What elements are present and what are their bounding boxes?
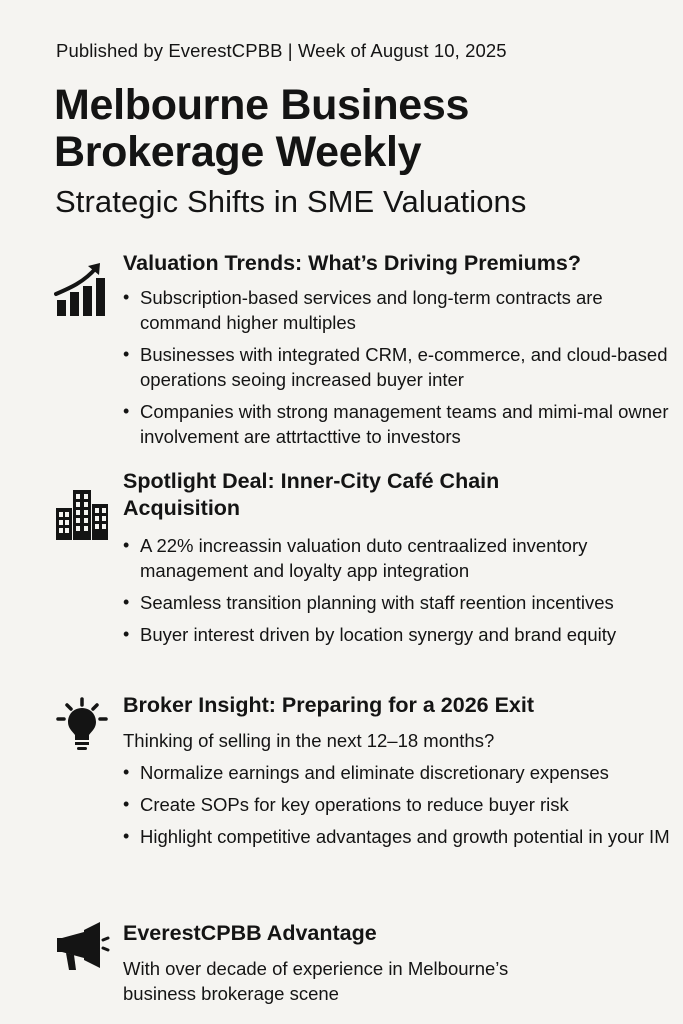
bullet-list [123, 533, 675, 654]
list-item: • Businesses with integrated CRM, e-commerce, and cloud-based operations seoing increased buyer inter [123, 342, 675, 392]
buildings-icon [54, 486, 110, 542]
section-heading: EverestCPBB Advantage [123, 921, 377, 945]
section-heading: Broker Insight: Preparing for a 2026 Exit [123, 693, 535, 717]
list-item: • Subscription-based services and long-term contracts are command higher multiples [123, 285, 675, 335]
list-item: • Highlight competitive advantages and growth potential in your IM [123, 824, 675, 849]
section-heading: Valuation Trends: What’s Driving Premiums? [123, 251, 581, 275]
bullet-list [123, 760, 675, 856]
list-item: • Create SOPs for key operations to reduce buyer risk [123, 792, 675, 817]
published-line: Published by EverestCPBB | Week of August 10, 2025 [56, 40, 507, 61]
list-item: • Buyer interest driven by location synergy and brand equity [123, 622, 675, 647]
page-subtitle: Strategic Shifts in SME Valuations [55, 184, 527, 219]
growth-chart-icon [54, 262, 110, 318]
lightbulb-icon [54, 697, 110, 753]
list-item: • Seamless transition planning with staff reention incentives [123, 590, 675, 615]
title-line-2: Brokerage Weekly [54, 128, 422, 176]
list-item: • Normalize earnings and eliminate discretionary expenses [123, 760, 675, 785]
advantage-text: With over decade of experience in Melbourne’s business brokerage scene [123, 958, 509, 1004]
list-item: • Companies with strong management teams and mimi-mal owner involvement are attrtacttive to investors [123, 399, 675, 449]
megaphone-icon [54, 918, 110, 974]
bullet-list [123, 285, 675, 456]
page-title [54, 82, 469, 176]
list-item: • A 22% increassin valuation duto centraalized inventory management and loyalty app integration [123, 533, 675, 583]
section-heading: Spotlight Deal: Inner-City Café Chain Acquisition [123, 469, 500, 520]
title-line-1: Melbourne Business [54, 81, 470, 129]
section-lead: Thinking of selling in the next 12–18 months? [123, 730, 495, 751]
